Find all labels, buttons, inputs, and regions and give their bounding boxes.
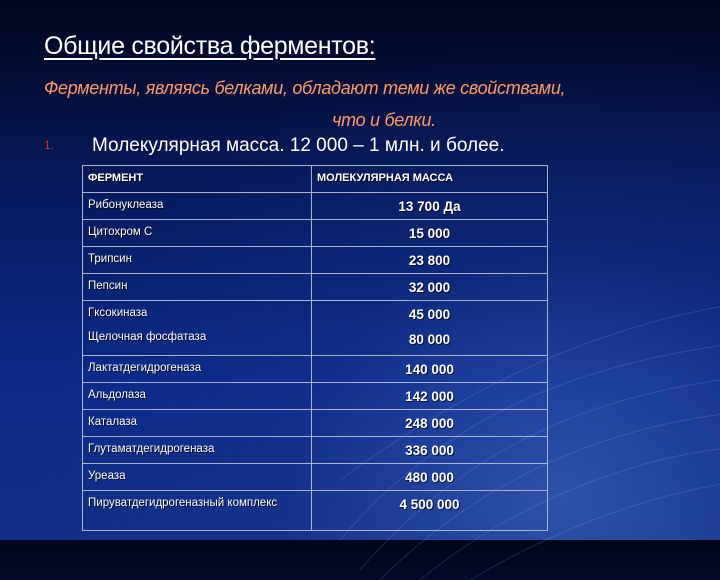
enzyme-name: Трипсин xyxy=(83,247,312,274)
table-header-row xyxy=(83,166,548,193)
table-row xyxy=(83,220,548,247)
header-enzyme: ФЕРМЕНТ xyxy=(83,166,312,193)
table-row xyxy=(83,383,548,410)
enzyme-name: Пируватдегидрогеназный комплекс xyxy=(83,491,312,531)
table-row xyxy=(83,356,548,383)
enzyme-mass-pair xyxy=(312,301,548,356)
table-row xyxy=(83,274,548,301)
enzyme-name-pair xyxy=(83,301,312,356)
enzyme-mass: 248 000 xyxy=(312,410,548,437)
table-row xyxy=(83,437,548,464)
header-molecular-mass: МОЛЕКУЛЯРНАЯ МАССА xyxy=(312,166,548,193)
enzyme-name: Лактатдегидрогеназа xyxy=(83,356,312,383)
enzyme-name: Альдолаза xyxy=(83,383,312,410)
enzyme-mass: 480 000 xyxy=(312,464,548,491)
point-number: 1. xyxy=(44,138,55,152)
subtitle-line-1: Ферменты, являясь белками, обладают теми же свойствами, xyxy=(44,78,566,98)
enzyme-name: Гксокиназа xyxy=(88,307,148,319)
enzyme-name: Рибонуклеаза xyxy=(83,193,312,220)
enzyme-name: Уреаза xyxy=(83,464,312,491)
enzyme-mass: 32 000 xyxy=(312,274,548,301)
enzyme-name: Глутаматдегидрогеназа xyxy=(83,437,312,464)
enzyme-mass: 336 000 xyxy=(312,437,548,464)
point-text: Молекулярная масса. 12 000 – 1 млн. и более. xyxy=(92,135,505,156)
enzyme-mass: 15 000 xyxy=(312,220,548,247)
enzyme-mass-table xyxy=(82,165,548,531)
table-row xyxy=(83,301,548,356)
enzyme-mass: 45 000 xyxy=(408,307,451,322)
enzyme-mass: 80 000 xyxy=(408,332,451,347)
enzyme-name: Цитохром С xyxy=(83,220,312,247)
enzyme-mass: 4 500 000 xyxy=(312,491,548,531)
slide-subtitle xyxy=(44,72,684,136)
enzyme-mass: 13 700 Да xyxy=(312,193,548,220)
numbered-point xyxy=(44,135,504,157)
table-row xyxy=(83,491,548,531)
table-row xyxy=(83,247,548,274)
enzyme-mass: 140 000 xyxy=(312,356,548,383)
enzyme-mass: 142 000 xyxy=(312,383,548,410)
enzyme-name: Пепсин xyxy=(83,274,312,301)
table-row xyxy=(83,410,548,437)
slide-title: Общие свойства ферментов: xyxy=(44,32,376,60)
table-row xyxy=(83,464,548,491)
enzyme-name: Щелочная фосфатаза xyxy=(88,331,207,343)
enzyme-mass: 23 800 xyxy=(312,247,548,274)
table-row xyxy=(83,193,548,220)
subtitle-line-2: что и белки. xyxy=(332,110,436,130)
enzyme-name: Каталаза xyxy=(83,410,312,437)
